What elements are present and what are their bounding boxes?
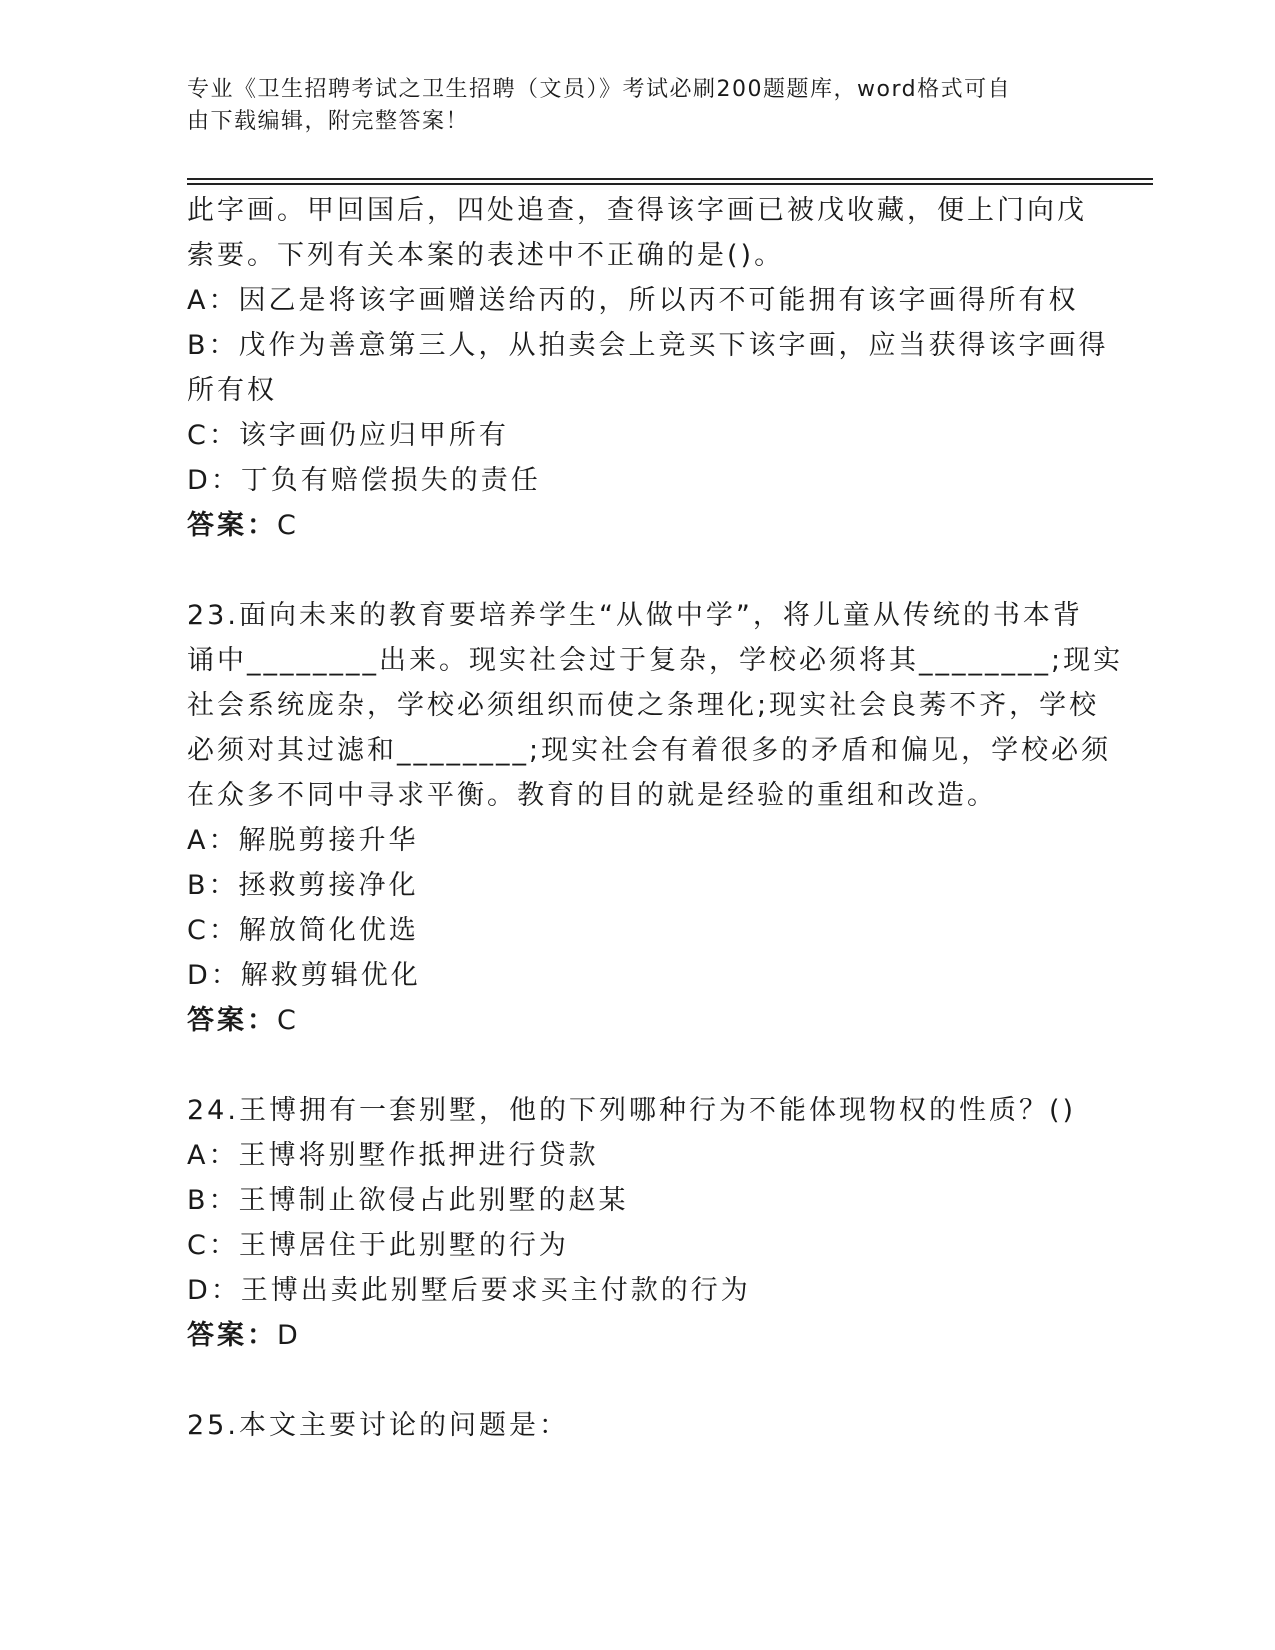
question-23 bbox=[187, 593, 1124, 1043]
question-24 bbox=[187, 1088, 1077, 1358]
answer-line bbox=[187, 503, 1067, 548]
spacer bbox=[187, 548, 1067, 593]
option-d: D：解救剪辑优化 bbox=[187, 960, 421, 991]
option-b: B：戊作为善意第三人，从拍卖会上竞买下该字画，应当获得该字画得 bbox=[187, 330, 1109, 361]
question-stem-line: 24.王博拥有一套别墅，他的下列哪种行为不能体现物权的性质？() bbox=[187, 1095, 1077, 1126]
answer-value: D bbox=[277, 1320, 301, 1351]
option-b: B：王博制止欲侵占此别墅的赵某 bbox=[187, 1185, 629, 1216]
question-stem-line: 社会系统庞杂，学校必须组织而使之条理化;现实社会良莠不齐，学校 bbox=[187, 690, 1100, 721]
answer-label: 答案： bbox=[187, 1005, 277, 1036]
question-stem-line: 索要。下列有关本案的表述中不正确的是()。 bbox=[187, 240, 785, 271]
question-stem-line: 诵中________出来。现实社会过于复杂，学校必须将其________;现实 bbox=[187, 645, 1124, 676]
option-c: C：王博居住于此别墅的行为 bbox=[187, 1230, 569, 1261]
answer-line bbox=[187, 1313, 1067, 1358]
question-stem-line: 必须对其过滤和________;现实社会有着很多的矛盾和偏见，学校必须 bbox=[187, 735, 1112, 766]
header-divider-top bbox=[187, 178, 1153, 180]
option-a: A：王博将别墅作抵押进行贷款 bbox=[187, 1140, 599, 1171]
question-stem-line: 25.本文主要讨论的问题是： bbox=[187, 1410, 569, 1441]
answer-value: C bbox=[277, 1005, 299, 1036]
option-c: C：解放简化优选 bbox=[187, 915, 419, 946]
question-stem-line: 23.面向未来的教育要培养学生“从做中学”，将儿童从传统的书本背 bbox=[187, 600, 1083, 631]
option-b-continued: 所有权 bbox=[187, 375, 277, 406]
option-a: A：因乙是将该字画赠送给丙的，所以丙不可能拥有该字画得所有权 bbox=[187, 285, 1079, 316]
answer-label: 答案： bbox=[187, 1320, 277, 1351]
option-d: D：丁负有赔偿损失的责任 bbox=[187, 465, 541, 496]
answer-label: 答案： bbox=[187, 510, 277, 541]
option-a: A：解脱剪接升华 bbox=[187, 825, 419, 856]
spacer bbox=[187, 1358, 1067, 1403]
answer-line bbox=[187, 998, 1067, 1043]
option-c: C：该字画仍应归甲所有 bbox=[187, 420, 509, 451]
page-header bbox=[187, 74, 1067, 138]
header-divider-bottom bbox=[187, 183, 1153, 185]
header-line-1: 专业《卫生招聘考试之卫生招聘（文员）》考试必刷200题题库，word格式可自 bbox=[187, 77, 1012, 102]
question-22 bbox=[187, 188, 1109, 548]
header-line-2: 由下载编辑，附完整答案！ bbox=[187, 109, 470, 134]
option-b: B：拯救剪接净化 bbox=[187, 870, 419, 901]
question-25 bbox=[187, 1403, 1067, 1448]
question-stem-line: 在众多不同中寻求平衡。教育的目的就是经验的重组和改造。 bbox=[187, 780, 997, 811]
question-stem-line: 此字画。甲回国后，四处追查，查得该字画已被戊收藏，便上门向戊 bbox=[187, 195, 1087, 226]
answer-value: C bbox=[277, 510, 299, 541]
spacer bbox=[187, 1043, 1067, 1088]
option-d: D：王博出卖此别墅后要求买主付款的行为 bbox=[187, 1275, 751, 1306]
document-body bbox=[187, 188, 1124, 1448]
